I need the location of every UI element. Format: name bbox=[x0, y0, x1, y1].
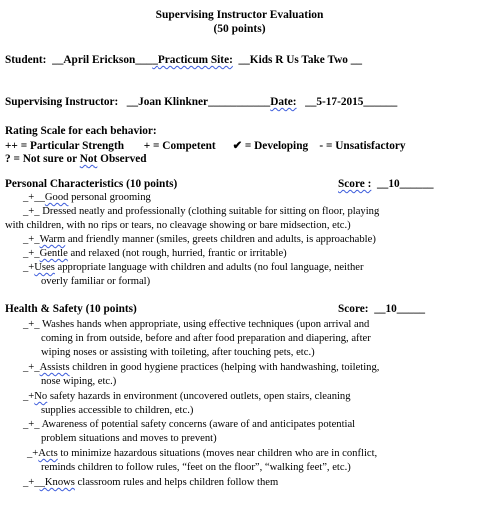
rating-scale-heading: Rating Scale for each behavior: bbox=[5, 125, 157, 137]
health-score-value: __10_____ bbox=[374, 303, 426, 315]
list-item bbox=[23, 191, 151, 205]
item-mark: _+_ bbox=[23, 206, 40, 217]
rating-particular-strength: ++ = Particular Strength bbox=[5, 140, 124, 152]
date-value: __5-17-2015______ bbox=[305, 96, 398, 108]
item-mark: _+ bbox=[27, 448, 39, 459]
list-item bbox=[23, 476, 278, 490]
item-mark: _+_ bbox=[23, 234, 40, 245]
list-item-continuation: wiping noses or assisting with toileting, after touching pets, etc.) bbox=[41, 347, 315, 358]
item-text: Dressed neatly and professionally (clothing suitable for sitting on floor, playing bbox=[39, 206, 380, 217]
instructor-name: __Joan Klinkner___________ bbox=[126, 96, 271, 108]
item-text: and relaxed (not rough, hurried, frantic or irritable) bbox=[67, 248, 287, 259]
list-item bbox=[23, 233, 376, 247]
personal-score bbox=[338, 178, 434, 190]
practicum-gap: _ bbox=[152, 54, 158, 66]
item-mark: _+_ bbox=[23, 419, 40, 430]
item-lead-word: Acts bbox=[38, 448, 58, 459]
page-title: Supervising Instructor Evaluation bbox=[155, 9, 324, 21]
list-item bbox=[23, 418, 355, 432]
item-text: to minimize hazardous situations (moves near children who are in conflict, bbox=[57, 448, 378, 459]
rating-developing: ✔ = Developing bbox=[232, 140, 309, 152]
list-item bbox=[23, 247, 287, 261]
item-gap: _ bbox=[39, 192, 45, 203]
item-mark: _+ bbox=[23, 391, 35, 402]
item-text: and friendly manner (smiles, greets children and adults, is approachable) bbox=[65, 234, 376, 245]
item-mark: _+_ bbox=[23, 192, 40, 203]
item-mark: _+_ bbox=[23, 248, 40, 259]
student-name: __April Erickson___ bbox=[52, 54, 153, 66]
rating-not-sure-text: ? = Not sure or bbox=[5, 153, 80, 165]
list-item-continuation: reminds children to follow rules, “feet on the floor”, “walking feet”, etc.) bbox=[41, 462, 351, 473]
instructor-label: Supervising Instructor: bbox=[5, 96, 119, 108]
list-item bbox=[23, 261, 363, 275]
rating-competent: + = Competent bbox=[143, 140, 216, 152]
item-mark: _+ bbox=[23, 262, 35, 273]
item-text: safety hazards in environment (uncovered outlets, open stairs, cleaning bbox=[47, 391, 351, 402]
page-subtitle: (50 points) bbox=[213, 23, 266, 35]
health-section-heading: Health & Safety (10 points) bbox=[5, 303, 137, 315]
instructor-row bbox=[5, 96, 397, 108]
rating-not-sure bbox=[5, 153, 147, 165]
list-item bbox=[23, 361, 379, 375]
item-lead-word: Good bbox=[44, 192, 69, 203]
item-lead-word: Uses bbox=[34, 262, 55, 273]
item-lead-word: Warm bbox=[39, 234, 66, 245]
item-lead-word: Assists bbox=[39, 362, 70, 373]
item-lead-word: Gentle bbox=[39, 248, 68, 259]
item-text: Awareness of potential safety concerns (aware of and anticipates potential bbox=[39, 419, 356, 430]
list-item-continuation: coming in from outside, before and after food preparation and diapering, after bbox=[41, 333, 371, 344]
item-text: children in good hygiene practices (helping with handwashing, toileting, bbox=[69, 362, 380, 373]
item-mark: _+_ bbox=[23, 362, 40, 373]
list-item-continuation: with children, with no rips or tears, no cleavage showing or bare midsection, etc.) bbox=[5, 220, 351, 231]
rating-not-word: Not bbox=[79, 153, 98, 165]
list-item-continuation: supplies accessible to children, etc.) bbox=[41, 405, 194, 416]
health-score bbox=[338, 303, 425, 315]
date-label: Date: bbox=[270, 96, 297, 108]
rating-scale-row bbox=[5, 139, 406, 152]
list-item bbox=[23, 318, 369, 332]
item-text: Washes hands when appropriate, using effective techniques (upon arrival and bbox=[39, 319, 370, 330]
list-item-continuation: nose wiping, etc.) bbox=[41, 376, 117, 387]
student-row bbox=[5, 54, 362, 66]
practicum-label: Practicum Site: bbox=[157, 54, 233, 66]
item-text: appropriate language with children and adults (no foul language, neither bbox=[54, 262, 364, 273]
list-item-continuation: problem situations and moves to prevent) bbox=[41, 433, 217, 444]
practicum-site-value: __Kids R Us Take Two __ bbox=[238, 54, 363, 66]
item-lead-word: No bbox=[34, 391, 48, 402]
list-item bbox=[27, 447, 377, 461]
personal-section-heading: Personal Characteristics (10 points) bbox=[5, 178, 178, 190]
rating-unsatisfactory: - = Unsatisfactory bbox=[319, 140, 406, 152]
list-item bbox=[23, 390, 351, 404]
item-mark: _+_ bbox=[23, 319, 40, 330]
list-item bbox=[23, 205, 379, 219]
health-score-label: Score: bbox=[338, 303, 369, 315]
item-text: classroom rules and helps children follow them bbox=[74, 477, 279, 488]
item-lead-word: _Knows bbox=[39, 477, 75, 488]
personal-score-label: Score : bbox=[338, 178, 372, 190]
item-mark: _+_ bbox=[23, 477, 40, 488]
personal-score-value: __10______ bbox=[377, 178, 434, 190]
student-label: Student: bbox=[5, 54, 47, 66]
item-text: personal grooming bbox=[68, 192, 151, 203]
rating-observed-text: Observed bbox=[97, 153, 147, 165]
list-item-continuation: overly familiar or formal) bbox=[41, 276, 151, 287]
